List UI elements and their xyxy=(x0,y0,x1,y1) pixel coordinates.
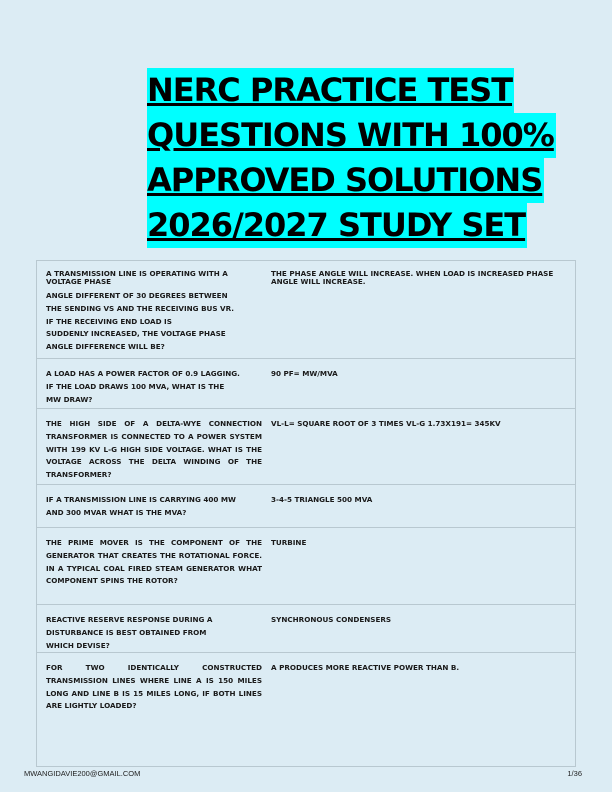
table-row xyxy=(37,359,575,409)
question-line: A LOAD HAS A POWER FACTOR OF 0.9 LAGGING. xyxy=(46,369,240,378)
title-line-2: QUESTIONS WITH 100% xyxy=(147,113,556,158)
question-line: THE SENDING VS AND THE RECEIVING BUS VR. xyxy=(46,303,235,313)
table-row xyxy=(37,528,575,605)
answer-cell: SYNCHRONOUS CONDENSERS xyxy=(271,615,392,624)
answer-cell: TURBINE xyxy=(271,538,307,547)
question-line: MW DRAW? xyxy=(46,394,93,404)
title-line-4: 2026/2027 STUDY SET xyxy=(147,203,527,248)
table-row xyxy=(37,605,575,653)
table-row xyxy=(37,261,575,359)
question-line: DISTURBANCE IS BEST OBTAINED FROM xyxy=(46,627,207,637)
title-line-3: APPROVED SOLUTIONS xyxy=(147,158,544,203)
question-line: IF THE RECEIVING END LOAD IS xyxy=(46,316,172,326)
question-line: REACTIVE RESERVE RESPONSE DURING A xyxy=(46,615,213,624)
question-line: ANGLE DIFFERENCE WILL BE? xyxy=(46,342,165,352)
question-line: WHICH DEVISE? xyxy=(46,640,110,650)
answer-cell: VL-L= SQUARE ROOT OF 3 TIMES VL-G 1.73X191= 345KV xyxy=(271,419,501,428)
question-line: VOLTAGE PHASE xyxy=(46,277,112,286)
question-cell xyxy=(37,261,262,358)
question-line: ANGLE DIFFERENT OF 30 DEGREES BETWEEN xyxy=(46,291,228,300)
table-row xyxy=(37,653,575,766)
document-title xyxy=(147,68,567,248)
table-row xyxy=(37,485,575,528)
question-cell xyxy=(37,359,262,408)
question-line: IF A TRANSMISSION LINE IS CARRYING 400 MW xyxy=(46,495,236,504)
question-line: AND 300 MVAR WHAT IS THE MVA? xyxy=(46,507,187,517)
question-cell: THE PRIME MOVER IS THE COMPONENT OF THE GENERATOR THAT CREATES THE ROTATIONAL FORCE. IN A TYPICAL COAL FIRED STEAM GENERATOR WHAT COMPONENT SPINS THE ROTOR? xyxy=(46,538,262,586)
answer-cell: 3-4-5 TRIANGLE 500 MVA xyxy=(271,495,373,504)
question-line: A TRANSMISSION LINE IS OPERATING WITH A xyxy=(46,269,228,278)
answer-cell: 90 PF= MW/MVA xyxy=(271,369,338,378)
answer-cell: A PRODUCES MORE REACTIVE POWER THAN B. xyxy=(271,663,460,672)
question-cell: THE HIGH SIDE OF A DELTA-WYE CONNECTION TRANSFORMER IS CONNECTED TO A POWER SYSTEM WITH 199 KV L-G HIGH SIDE VOLTAGE. WHAT IS THE VOLTAGE ACROSS THE DELTA WINDING OF THE TRANSFORMER? xyxy=(46,419,262,480)
question-cell xyxy=(37,485,262,527)
table-row xyxy=(37,409,575,485)
answer-cell: THE PHASE ANGLE WILL INCREASE. WHEN LOAD IS INCREASED PHASE ANGLE WILL INCREASE. xyxy=(271,269,554,286)
footer-email: MWANGIDAVIE200@GMAIL.COM xyxy=(24,769,141,778)
qa-table xyxy=(36,260,576,767)
question-line: IF THE LOAD DRAWS 100 MVA, WHAT IS THE xyxy=(46,381,225,391)
question-cell: FOR TWO IDENTICALLY CONSTRUCTED TRANSMISSION LINES WHERE LINE A IS 150 MILES LONG AND LINE B IS 15 MILES LONG, IF BOTH LINES ARE LIGHTLY LOADED? xyxy=(46,663,262,711)
page-number: 1/36 xyxy=(567,769,582,778)
question-cell xyxy=(37,605,262,652)
question-line: SUDDENLY INCREASED, THE VOLTAGE PHASE xyxy=(46,329,226,339)
title-line-1: NERC PRACTICE TEST xyxy=(147,68,514,113)
